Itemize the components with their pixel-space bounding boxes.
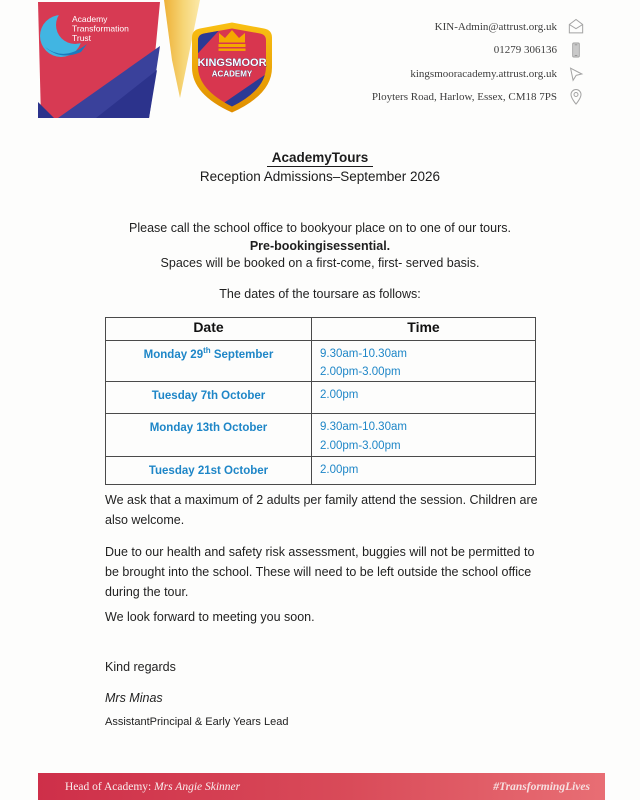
table-header-row (106, 318, 536, 341)
school-name: KINGSMOOR (197, 57, 267, 69)
footer-head-name: Mrs Angie Skinner (154, 780, 241, 793)
location-pin-icon (566, 87, 586, 107)
tour-date: Monday 29th September (106, 341, 312, 382)
table-row (106, 341, 536, 382)
contact-block (372, 15, 586, 109)
title-block (0, 149, 640, 184)
tour-date: Monday 13th October (106, 414, 312, 457)
intro-line1: Please call the school office to bookyour place on to one of our tours. (129, 221, 511, 235)
footer-bar (38, 773, 605, 800)
phone-icon (566, 40, 586, 60)
contact-email: KIN-Admin@attrust.org.uk (434, 20, 557, 33)
page-title: AcademyTours (267, 150, 374, 167)
trust-logo-line1: Academy (72, 14, 108, 24)
school-logo (186, 20, 278, 115)
tour-time: 2.00pm (312, 382, 536, 414)
trust-logo-line3: Trust (72, 33, 92, 43)
date-column-header: Date (106, 318, 312, 341)
contact-website: kingsmooracademy.attrust.org.uk (410, 67, 557, 80)
footer-head-of-academy: Head of Academy: Mrs Angie Skinner (65, 780, 241, 793)
paragraph-adults: We ask that a maximum of 2 adults per family attend the session. Children are also welcome. (105, 493, 538, 527)
tour-time: 9.30am-10.30am 2.00pm-3.00pm (312, 414, 536, 457)
page-subtitle: Reception Admissions–September 2026 (199, 169, 441, 184)
contact-address-row (372, 86, 586, 110)
tour-date: Tuesday 7th October (106, 382, 312, 414)
trust-logo (38, 0, 160, 118)
tour-date: Tuesday 21st October (106, 457, 312, 485)
tour-dates-table (105, 317, 536, 485)
contact-phone-row (372, 39, 586, 63)
tour-time: 9.30am-10.30am 2.00pm-3.00pm (312, 341, 536, 382)
table-row (106, 414, 536, 457)
cursor-icon (566, 64, 586, 84)
contact-phone: 01279 306136 (493, 44, 557, 57)
contact-website-row (372, 62, 586, 86)
contact-address: Ployters Road, Harlow, Essex, CM18 7PS (371, 91, 557, 104)
contact-email-row (372, 15, 586, 39)
intro-paragraph (0, 220, 640, 273)
closing-line: Kind regards (105, 660, 176, 674)
dates-heading: The dates of the toursare as follows: (219, 287, 421, 301)
table-row (106, 382, 536, 414)
envelope-icon (566, 17, 586, 37)
trust-logo-line2: Transformation (72, 23, 129, 34)
intro-line2: Pre-bookingisessential. (249, 238, 391, 253)
intro-line3: Spaces will be booked on a first-come, first- served basis. (160, 256, 480, 270)
paragraph-buggies: Due to our health and safety risk assessment, buggies will not be permitted to be brought into the school. These will need to be left outside the school office during the tour. (105, 545, 535, 599)
signature-role: AssistantPrincipal & Early Years Lead (105, 716, 289, 728)
school-subname: ACADEMY (211, 69, 253, 79)
tour-time: 2.00pm (312, 457, 536, 485)
time-column-header: Time (312, 318, 536, 341)
signature-name: Mrs Minas (105, 691, 163, 705)
table-row (106, 457, 536, 485)
paragraph-lookforward: We look forward to meeting you soon. (105, 610, 315, 624)
footer-hashtag: #TransformingLives (493, 780, 590, 793)
